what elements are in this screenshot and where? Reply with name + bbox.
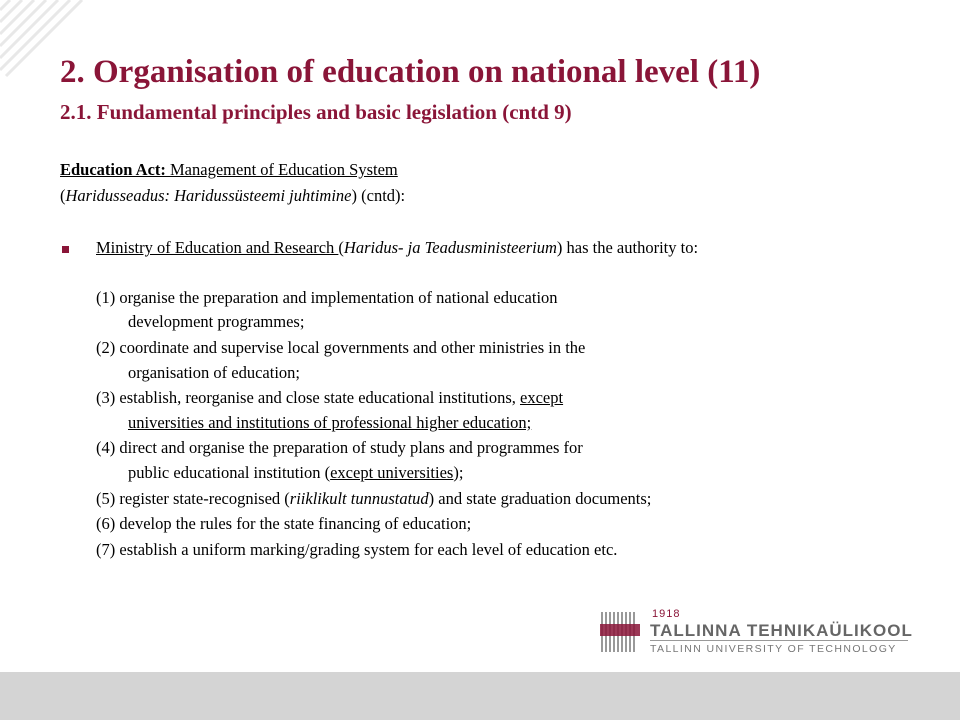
ministry-paren-open: ( (338, 238, 344, 257)
ministry-authority-text: ) has the authority to: (556, 238, 699, 257)
footer-bar (0, 672, 960, 720)
item5-text: (5) register state-recognised ( (96, 489, 290, 508)
item5-end: ) and state graduation documents; (428, 489, 652, 508)
ministry-name: Ministry of Education and Research (96, 238, 339, 257)
list-item: (4) direct and organise the preparation of study plans and programmes for (96, 438, 583, 457)
item4-except: except universities (330, 463, 454, 482)
list-item: (1) organise the preparation and implementation of national education (96, 288, 558, 307)
item4-end: ); (453, 463, 464, 482)
logo-year: 1918 (652, 608, 681, 620)
bullet-ministry (96, 238, 698, 258)
list-item: organisation of education; (128, 363, 300, 382)
act-title: Management of Education System (170, 160, 398, 179)
act-paren-open: ( (60, 186, 66, 205)
list-item: (6) develop the rules for the state financing of education; (96, 514, 472, 533)
bullet-square-icon (62, 246, 69, 253)
logo-subtitle: TALLINN UNIVERSITY OF TECHNOLOGY (650, 643, 897, 655)
logo-bars-icon (600, 608, 640, 656)
list-item (128, 463, 463, 483)
ministry-estonian-name: Haridus- ja Teadusministeerium (343, 238, 557, 257)
list-item (96, 489, 651, 509)
act-label: Education Act: (60, 160, 171, 179)
act-estonian-name (60, 186, 405, 206)
act-paren-close: ) (cntd): (351, 186, 406, 205)
item3-except: except (520, 388, 564, 407)
list-item: (2) coordinate and supervise local governments and other ministries in the (96, 338, 586, 357)
slide-title: 2. Organisation of education on national level (11) (60, 54, 761, 90)
logo-name: TALLINNA TEHNIKAÜLIKOOL (650, 621, 913, 640)
logo-divider (650, 640, 908, 641)
item4-text: public educational institution ( (128, 463, 331, 482)
list-item: (7) establish a uniform marking/grading system for each level of education etc. (96, 540, 618, 559)
act-estonian-title: Haridusseadus: Haridussüsteemi juhtimine (65, 186, 352, 205)
list-item: development programmes; (128, 312, 305, 331)
item5-estonian: riiklikult tunnustatud (289, 489, 429, 508)
slide-subtitle: 2.1. Fundamental principles and basic legislation (cntd 9) (60, 100, 572, 124)
act-heading (60, 160, 398, 180)
university-logo (600, 608, 912, 656)
item3-text: (3) establish, reorganise and close state educational institutions, (96, 388, 521, 407)
list-item: universities and institutions of professional higher education; (128, 413, 532, 432)
list-item (96, 388, 563, 408)
